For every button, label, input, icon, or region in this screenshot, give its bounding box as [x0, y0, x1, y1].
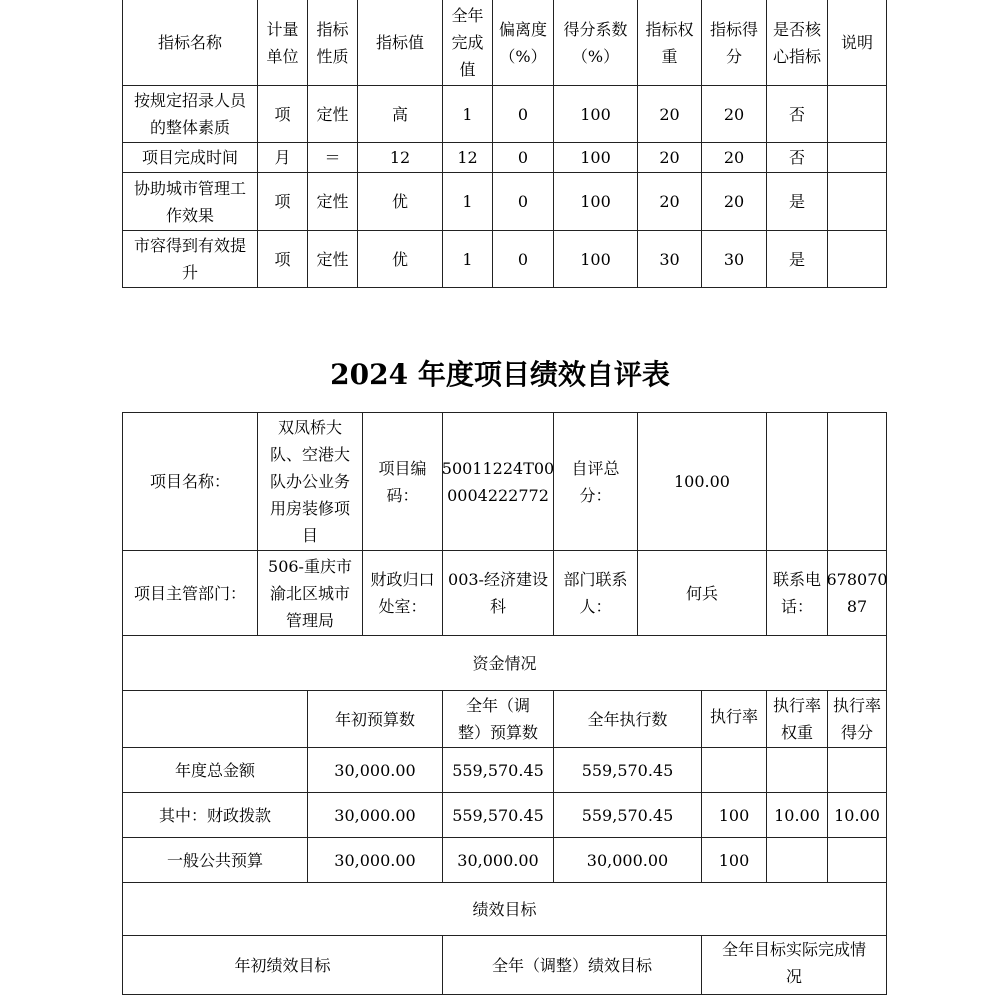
table-cell: 20: [637, 85, 702, 143]
funds-header: 全年（调 整）预算数: [442, 690, 554, 748]
table-cell: 定性: [307, 230, 358, 288]
table-cell: 0: [492, 172, 554, 231]
table-cell: 30: [637, 230, 702, 288]
table-cell: 12: [442, 142, 493, 173]
header-cell: 说明: [827, 0, 887, 86]
funds-cell: 100: [701, 837, 767, 883]
empty-cell: [766, 412, 828, 551]
table-cell: 月: [257, 142, 308, 173]
table-cell: 100: [553, 85, 638, 143]
table-cell: 按规定招录人员 的整体素质: [122, 85, 258, 143]
table-cell: 项目完成时间: [122, 142, 258, 173]
table-cell: [827, 230, 887, 288]
funds-section-label: 资金情况: [122, 635, 887, 691]
funds-cell: 559,570.45: [442, 792, 554, 838]
header-cell: 计量 单位: [257, 0, 308, 86]
table-cell: 0: [492, 230, 554, 288]
header-cell: 指标得 分: [701, 0, 767, 86]
funds-cell: [827, 837, 887, 883]
table-cell: 20: [701, 85, 767, 143]
funds-cell: 30,000.00: [307, 837, 443, 883]
header-cell: 指标 性质: [307, 0, 358, 86]
table-cell: 定性: [307, 172, 358, 231]
phone-label: 联系电 话：: [766, 550, 828, 636]
table-cell: 是: [766, 172, 828, 231]
project-code-label: 项目编 码：: [362, 412, 443, 551]
funds-cell: 559,570.45: [442, 747, 554, 793]
funds-header: 年初预算数: [307, 690, 443, 748]
table-cell: 项: [257, 230, 308, 288]
finance-office: 003-经济建设 科: [442, 550, 554, 636]
contact-label: 部门联系 人：: [553, 550, 638, 636]
table-cell: 12: [357, 142, 443, 173]
table-cell: 100: [553, 172, 638, 231]
funds-cell: 其中：财政拨款: [122, 792, 308, 838]
table-cell: 定性: [307, 85, 358, 143]
table-cell: 否: [766, 85, 828, 143]
funds-cell: [827, 747, 887, 793]
table-cell: [827, 172, 887, 231]
header-cell: 指标权 重: [637, 0, 702, 86]
funds-header: 执行率: [701, 690, 767, 748]
header-cell: 偏离度 （%）: [492, 0, 554, 86]
funds-cell: 一般公共预算: [122, 837, 308, 883]
dept: 506-重庆市 渝北区城市 管理局: [257, 550, 363, 636]
header-cell: 全年 完成 值: [442, 0, 493, 86]
table-cell: [827, 85, 887, 143]
funds-header: 全年执行数: [553, 690, 702, 748]
funds-cell: [766, 837, 828, 883]
table-cell: 1: [442, 230, 493, 288]
table-cell: 20: [701, 142, 767, 173]
table-cell: 优: [357, 172, 443, 231]
finance-office-label: 财政归口 处室：: [362, 550, 443, 636]
funds-cell: 10.00: [766, 792, 828, 838]
funds-cell: 100: [701, 792, 767, 838]
table-cell: 市容得到有效提 升: [122, 230, 258, 288]
table-cell: 否: [766, 142, 828, 173]
table-cell: 高: [357, 85, 443, 143]
table-cell: 0: [492, 142, 554, 173]
table-cell: 100: [553, 142, 638, 173]
funds-cell: 30,000.00: [553, 837, 702, 883]
funds-cell: 559,570.45: [553, 747, 702, 793]
funds-cell: [701, 747, 767, 793]
funds-cell: 10.00: [827, 792, 887, 838]
funds-header: 执行率 得分: [827, 690, 887, 748]
funds-cell: 年度总金额: [122, 747, 308, 793]
table-cell: 是: [766, 230, 828, 288]
self-score-label: 自评总 分：: [553, 412, 638, 551]
phone: 678070 87: [827, 550, 887, 636]
table-cell: 20: [637, 142, 702, 173]
funds-cell: 559,570.45: [553, 792, 702, 838]
table-cell: 项: [257, 85, 308, 143]
table-cell: 项: [257, 172, 308, 231]
funds-header: [122, 690, 308, 748]
goals-header: 全年目标实际完成情 况: [701, 935, 887, 995]
table-cell: 协助城市管理工 作效果: [122, 172, 258, 231]
funds-cell: 30,000.00: [442, 837, 554, 883]
table-cell: 20: [637, 172, 702, 231]
header-cell: 指标名称: [122, 0, 258, 86]
table-cell: 100: [553, 230, 638, 288]
funds-cell: 30,000.00: [307, 792, 443, 838]
dept-label: 项目主管部门：: [122, 550, 258, 636]
table-cell: 0: [492, 85, 554, 143]
table-cell: ＝: [307, 142, 358, 173]
goals-header: 年初绩效目标: [122, 935, 443, 995]
table-cell: 20: [701, 172, 767, 231]
header-cell: 得分系数 （%）: [553, 0, 638, 86]
project-code: 50011224T00 0004222772: [442, 412, 554, 551]
funds-cell: 30,000.00: [307, 747, 443, 793]
header-cell: 是否核 心指标: [766, 0, 828, 86]
table-cell: [827, 142, 887, 173]
table-cell: 1: [442, 85, 493, 143]
table-cell: 30: [701, 230, 767, 288]
header-cell: 指标值: [357, 0, 443, 86]
funds-cell: [766, 747, 828, 793]
project-name-label: 项目名称：: [122, 412, 258, 551]
table-cell: 1: [442, 172, 493, 231]
page-title: 2024 年度项目绩效自评表: [330, 358, 670, 391]
goals-section-label: 绩效目标: [122, 882, 887, 936]
funds-header: 执行率 权重: [766, 690, 828, 748]
contact: 何兵: [637, 550, 767, 636]
empty-cell: [827, 412, 887, 551]
table-cell: 优: [357, 230, 443, 288]
project-name: 双凤桥大 队、空港大 队办公业务 用房装修项 目: [257, 412, 363, 551]
self-score: 100.00: [637, 412, 767, 551]
goals-header: 全年（调整）绩效目标: [442, 935, 702, 995]
